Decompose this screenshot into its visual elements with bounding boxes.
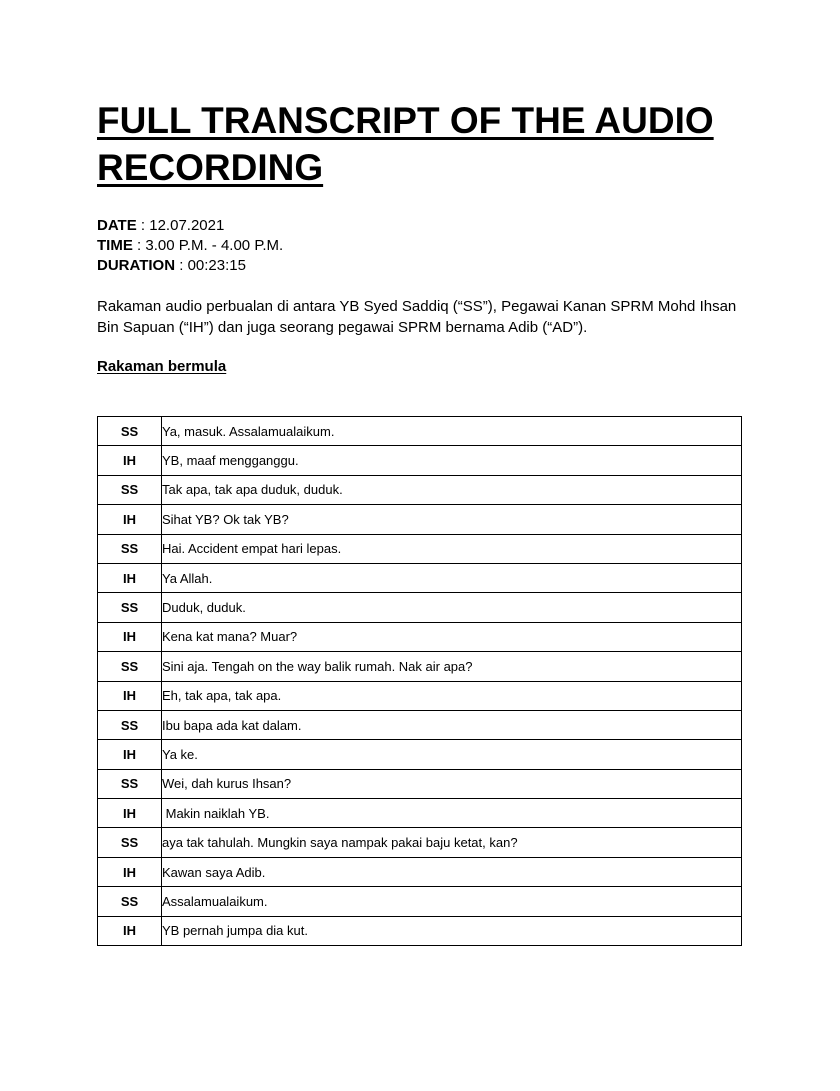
document-title: FULL TRANSCRIPT OF THE AUDIO RECORDING bbox=[97, 100, 714, 188]
transcript-table bbox=[97, 416, 742, 946]
utterance-cell: Tak apa, tak apa duduk, duduk. bbox=[162, 475, 742, 504]
utterance-cell: Ibu bapa ada kat dalam. bbox=[162, 710, 742, 739]
meta-duration-separator: : bbox=[175, 257, 188, 274]
utterance-cell: Ya, masuk. Assalamualaikum. bbox=[162, 417, 742, 446]
table-row bbox=[98, 505, 742, 534]
speaker-cell: SS bbox=[98, 887, 162, 916]
speaker-cell: SS bbox=[98, 652, 162, 681]
table-row bbox=[98, 799, 742, 828]
intro-paragraph: Rakaman audio perbualan di antara YB Syed Saddiq (“SS”), Pegawai Kanan SPRM Mohd Ihsan Bin Sapuan (“IH”) dan juga seorang pegawai SPRM bernama Adib (“AD”). bbox=[97, 298, 737, 336]
meta-duration-value: 00:23:15 bbox=[187, 257, 246, 274]
utterance-cell: Makin naiklah YB. bbox=[162, 799, 742, 828]
utterance-cell: Duduk, duduk. bbox=[162, 593, 742, 622]
meta-time-value: 3.00 P.M. - 4.00 P.M. bbox=[145, 237, 284, 254]
speaker-cell: IH bbox=[98, 622, 162, 651]
table-row bbox=[98, 740, 742, 769]
section-heading: Rakaman bermula bbox=[97, 358, 227, 375]
utterance-cell: YB pernah jumpa dia kut. bbox=[162, 916, 742, 945]
table-row bbox=[98, 475, 742, 504]
utterance-cell: Sini aja. Tengah on the way balik rumah. Nak air apa? bbox=[162, 652, 742, 681]
speaker-cell: SS bbox=[98, 828, 162, 857]
utterance-cell: YB, maaf mengganggu. bbox=[162, 446, 742, 475]
utterance-cell: Ya Allah. bbox=[162, 563, 742, 592]
table-row bbox=[98, 593, 742, 622]
utterance-cell: Sihat YB? Ok tak YB? bbox=[162, 505, 742, 534]
meta-date-value: 12.07.2021 bbox=[149, 217, 225, 234]
speaker-cell: IH bbox=[98, 799, 162, 828]
speaker-cell: IH bbox=[98, 505, 162, 534]
table-row bbox=[98, 916, 742, 945]
utterance-cell: Assalamualaikum. bbox=[162, 887, 742, 916]
speaker-cell: IH bbox=[98, 446, 162, 475]
table-row bbox=[98, 857, 742, 886]
speaker-cell: IH bbox=[98, 857, 162, 886]
speaker-cell: IH bbox=[98, 740, 162, 769]
table-row bbox=[98, 534, 742, 563]
table-row bbox=[98, 710, 742, 739]
table-row bbox=[98, 563, 742, 592]
table-row bbox=[98, 769, 742, 798]
meta-duration-label: DURATION bbox=[97, 257, 176, 274]
meta-date-label: DATE bbox=[97, 217, 137, 234]
speaker-cell: IH bbox=[98, 916, 162, 945]
speaker-cell: SS bbox=[98, 593, 162, 622]
table-row bbox=[98, 446, 742, 475]
utterance-cell: Ya ke. bbox=[162, 740, 742, 769]
speaker-cell: SS bbox=[98, 710, 162, 739]
table-row bbox=[98, 417, 742, 446]
speaker-cell: SS bbox=[98, 417, 162, 446]
transcript-body bbox=[98, 417, 742, 946]
speaker-cell: SS bbox=[98, 475, 162, 504]
speaker-cell: SS bbox=[98, 769, 162, 798]
meta-date bbox=[97, 216, 283, 236]
table-row bbox=[98, 828, 742, 857]
speaker-cell: SS bbox=[98, 534, 162, 563]
table-row bbox=[98, 652, 742, 681]
meta-time bbox=[97, 236, 283, 256]
utterance-cell: Kawan saya Adib. bbox=[162, 857, 742, 886]
utterance-cell: Eh, tak apa, tak apa. bbox=[162, 681, 742, 710]
table-row bbox=[98, 681, 742, 710]
meta-time-label: TIME bbox=[97, 237, 133, 254]
speaker-cell: IH bbox=[98, 563, 162, 592]
utterance-cell: Kena kat mana? Muar? bbox=[162, 622, 742, 651]
utterance-cell: Hai. Accident empat hari lepas. bbox=[162, 534, 742, 563]
table-row bbox=[98, 887, 742, 916]
meta-duration bbox=[97, 256, 283, 276]
speaker-cell: IH bbox=[98, 681, 162, 710]
utterance-cell: Wei, dah kurus Ihsan? bbox=[162, 769, 742, 798]
recording-metadata bbox=[97, 216, 283, 276]
meta-time-separator: : bbox=[132, 237, 146, 254]
meta-date-separator: : bbox=[136, 217, 150, 234]
table-row bbox=[98, 622, 742, 651]
utterance-cell: aya tak tahulah. Mungkin saya nampak pakai baju ketat, kan? bbox=[162, 828, 742, 857]
